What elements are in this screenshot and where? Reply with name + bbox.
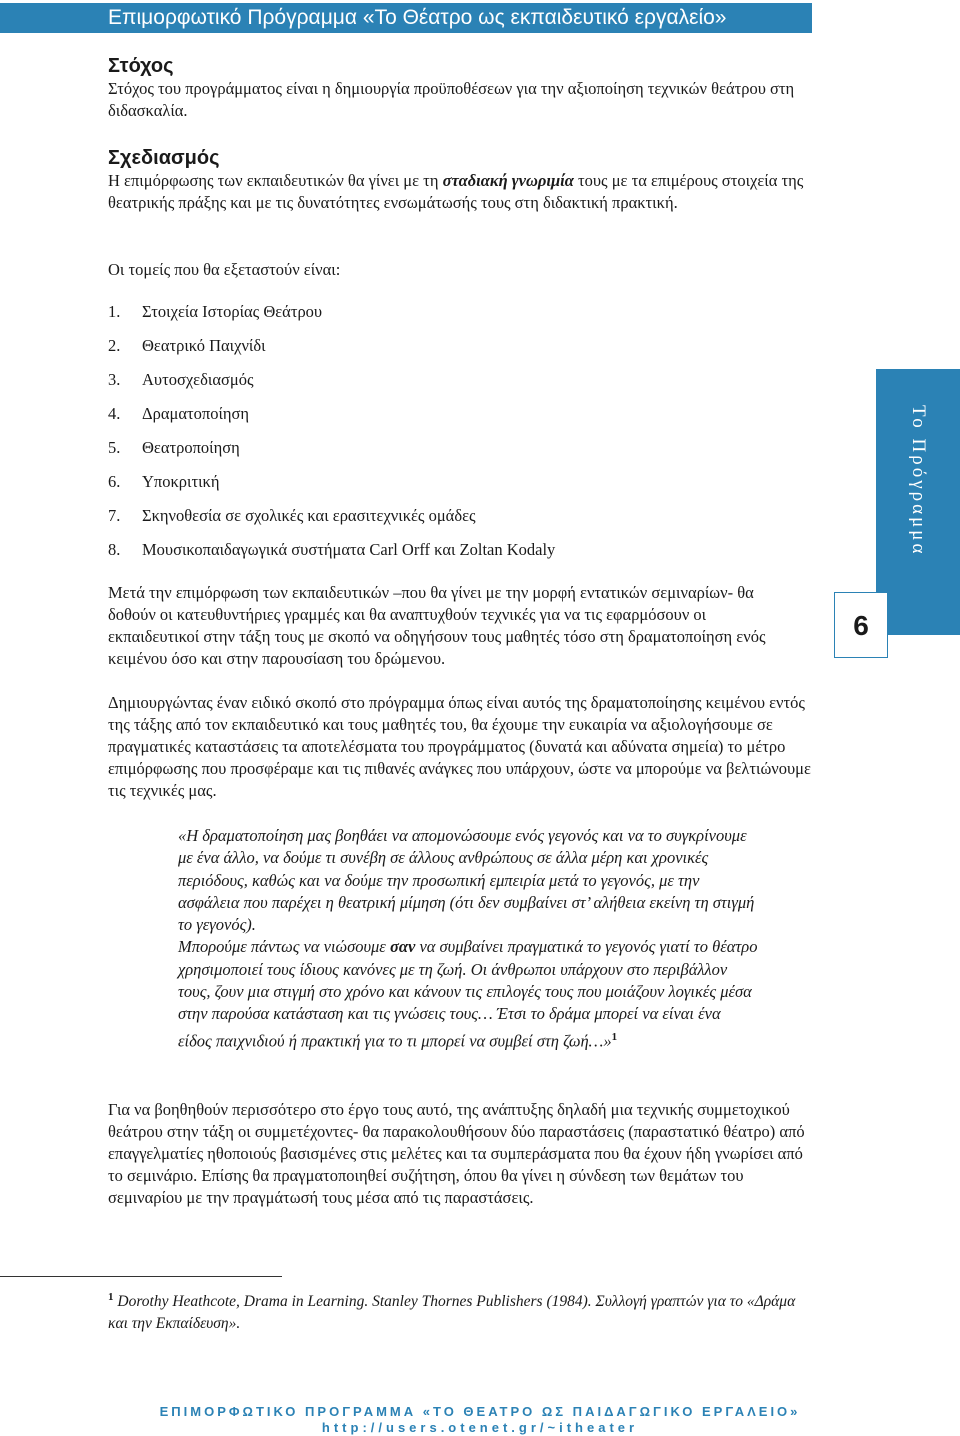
header-title: Επιμορφωτικό Πρόγραμμα «Το Θέατρο ως εκπαιδευτικό εργαλείο»: [108, 6, 727, 29]
list-item-label: Θεατρικό Παιχνίδι: [142, 336, 266, 355]
footnote-text: Dorothy Heathcote, Drama in Learning. Stanley Thornes Publishers (1984). Συλλογή γραπτών για το «Δράμα και την Εκπαίδευση».: [108, 1293, 796, 1333]
paragraph-2: [108, 692, 813, 802]
list-item-label: Στοιχεία Ιστορίας Θεάτρου: [142, 302, 323, 321]
list-item-label: Θεατροποίηση: [142, 438, 240, 457]
list-item: [108, 539, 808, 573]
list-item-number: 1.: [108, 302, 121, 321]
list-item-number: 2.: [108, 336, 121, 355]
design-text-emphasis: σταδιακή γνωριμία: [442, 171, 574, 190]
topics-list-container: [108, 301, 808, 573]
footnote-marker: 1: [108, 1291, 114, 1303]
paragraph-2-text: Δημιουργώντας έναν ειδικό σκοπό στο πρόγραμμα όπως είναι αυτός της δραματοποίησης κειμένου εντός της τάξης από τον εκπαιδευτικό και τους μαθητές του, θα έχουμε την ευκαιρία να αξιολογήσουμε σε πραγματικές καταστάσεις τα αποτελέσματα του προγράμματος (δυνατά και αδύνατα σημεία) το μέτρο επιμόρφωσης που προσφέραμε και τις πιθανές ανάγκες που υπάρχουν, ώστε να μπορούμε να βελτιώνουμε τις τεχνικές μας.: [108, 693, 811, 800]
list-item-number: 3.: [108, 370, 121, 389]
side-tab-label: Το Πρόγραμμα: [908, 405, 929, 557]
list-item: [108, 437, 808, 471]
design-text-part: τους με τα επιμέρους στοιχεία της θεατρικής πράξης και με τις δυνατότητες ενσωμάτωσής τους στη διδακτική πρακτική.: [108, 171, 804, 212]
list-intro-text: Οι τομείς που θα εξεταστούν είναι:: [108, 260, 341, 279]
list-item: [108, 369, 808, 403]
paragraph-1-text: Μετά την επιμόρφωση των εκπαιδευτικών –που θα γίνει με την μορφή εντατικών σεμιναρίων- θα δοθούν οι κατευθυντήριες γραμμές και θα αναπτυχθούν τεχνικές για να τις εφαρμόσουν οι εκπαιδευτικοί στην τάξη τους με σκοπό να οδηγήσουν τους μαθητές τόσο στη δραματοποίηση ενός κειμένου όσο και στην παρουσίαση του δρώμενου.: [108, 583, 766, 668]
list-intro: [108, 259, 808, 281]
design-section: [108, 146, 808, 214]
list-item-label: Υποκριτική: [142, 472, 220, 491]
list-item-number: 4.: [108, 404, 121, 423]
goal-text: Στόχος του προγράμματος είναι η δημιουργία προϋποθέσεων για την αξιοποίηση τεχνικών θεάτρου στη διδασκαλία.: [108, 79, 795, 120]
design-text: [108, 170, 808, 214]
list-item-number: 7.: [108, 506, 121, 525]
quote-emphasis: σαν: [389, 937, 416, 957]
design-heading: Σχεδιασμός: [108, 147, 220, 169]
list-item-label: Αυτοσχεδιασμός: [142, 370, 254, 389]
side-tab: [876, 369, 960, 635]
list-item-number: 5.: [108, 438, 121, 457]
list-item-number: 8.: [108, 540, 121, 559]
list-item: [108, 335, 808, 369]
footnote-reference[interactable]: 1: [611, 1030, 618, 1043]
list-item-label: Μουσικοπαιδαγωγικά συστήματα Carl Orff και Zoltan Kodaly: [142, 540, 556, 559]
paragraph-1: [108, 582, 798, 670]
paragraph-3-text: Για να βοηθηθούν περισσότερο στο έργο τους αυτό, της ανάπτυξης δηλαδή μια τεχνικής συμμετοχικού θεάτρου στην τάξη οι συμμετέχοντες- θα παρακολουθήσουν δύο παραστάσεις (παραστατικό θέατρο) από επαγγελματίες ηθοποιούς βασισμένες στις μελέτες και τα συμπεράσματα που θα έχουν ήδη γνωρίσει από το σεμινάριο. Επίσης θα πραγματοποιηθεί συζήτηση, όπου θα γίνει η σύνδεση των θεμάτων του σεμιναρίου με την πραγμάτωσή τους μέσα από τις παραστάσεις.: [108, 1100, 805, 1207]
list-item-label: Δραματοποίηση: [142, 404, 250, 423]
header-banner: [0, 3, 812, 33]
quote-block: [178, 825, 758, 1052]
footnote: [108, 1286, 808, 1335]
topics-list: [108, 301, 808, 573]
list-item: [108, 471, 808, 505]
quote-text: να συμβαίνει πραγματικά το γεγονός γιατί το θέατρο χρησιμοποιεί τους ίδιους κανόνες με τη ζωή. Οι άνθρωποι υπάρχουν στο περιβάλλον τους, ζουν μια στιγμή στο χρόνο και κάνουν τις επιλογές τους που μοιάζουν λογικές μέσα στην παρούσα κατάσταση και τις γνώσεις τους… Έτσι το δράμα μπορεί να είναι ένα είδος παιχνιδιού ή πρακτική για το τι μπορεί να συμβεί στη ζωή…»: [178, 937, 758, 1051]
list-item-number: 6.: [108, 472, 121, 491]
list-item: [108, 301, 808, 335]
goal-section: [108, 54, 808, 122]
footnote-divider: [0, 1276, 282, 1277]
list-item-label: Σκηνοθεσία σε σχολικές και ερασιτεχνικές ομάδες: [142, 506, 476, 525]
quote-text: Μπορούμε πάντως να νιώσουμε: [178, 937, 390, 957]
page-number: 6: [834, 592, 888, 658]
design-text-part: Η επιμόρφωσης των εκπαιδευτικών θα γίνει με τη: [108, 171, 443, 190]
footer-url[interactable]: http://users.otenet.gr/~itheater: [321, 1420, 639, 1435]
footer-title: ΕΠΙΜΟΡΦΩΤΙΚΟ ΠΡΟΓΡΑΜΜΑ «ΤΟ ΘΕΑΤΡΟ ΩΣ ΠΑΙΔΑΓΩΓΙΚΟ ΕΡΓΑΛΕΙΟ»: [159, 1404, 801, 1419]
list-item: [108, 505, 808, 539]
paragraph-3: [108, 1099, 808, 1209]
quote-text: «Η δραματοποίηση μας βοηθάει να απομονώσουμε ενός γεγονός και να το συγκρίνουμε με ένα άλλο, να δούμε τι συνέβη σε άλλους ανθρώπους σε άλλα μέρη και χρονικές περιόδους, καθώς και να δούμε την προσωπική εμπειρία μετά το γεγονός, με την ασφάλεια που παρέχει η θεατρική μίμηση (ότι δεν συμβαίνει στ’ αλήθεια εκείνη τη στιγμή το γεγονός).: [178, 826, 755, 935]
list-item: [108, 403, 808, 437]
goal-heading: Στόχος: [108, 55, 174, 77]
